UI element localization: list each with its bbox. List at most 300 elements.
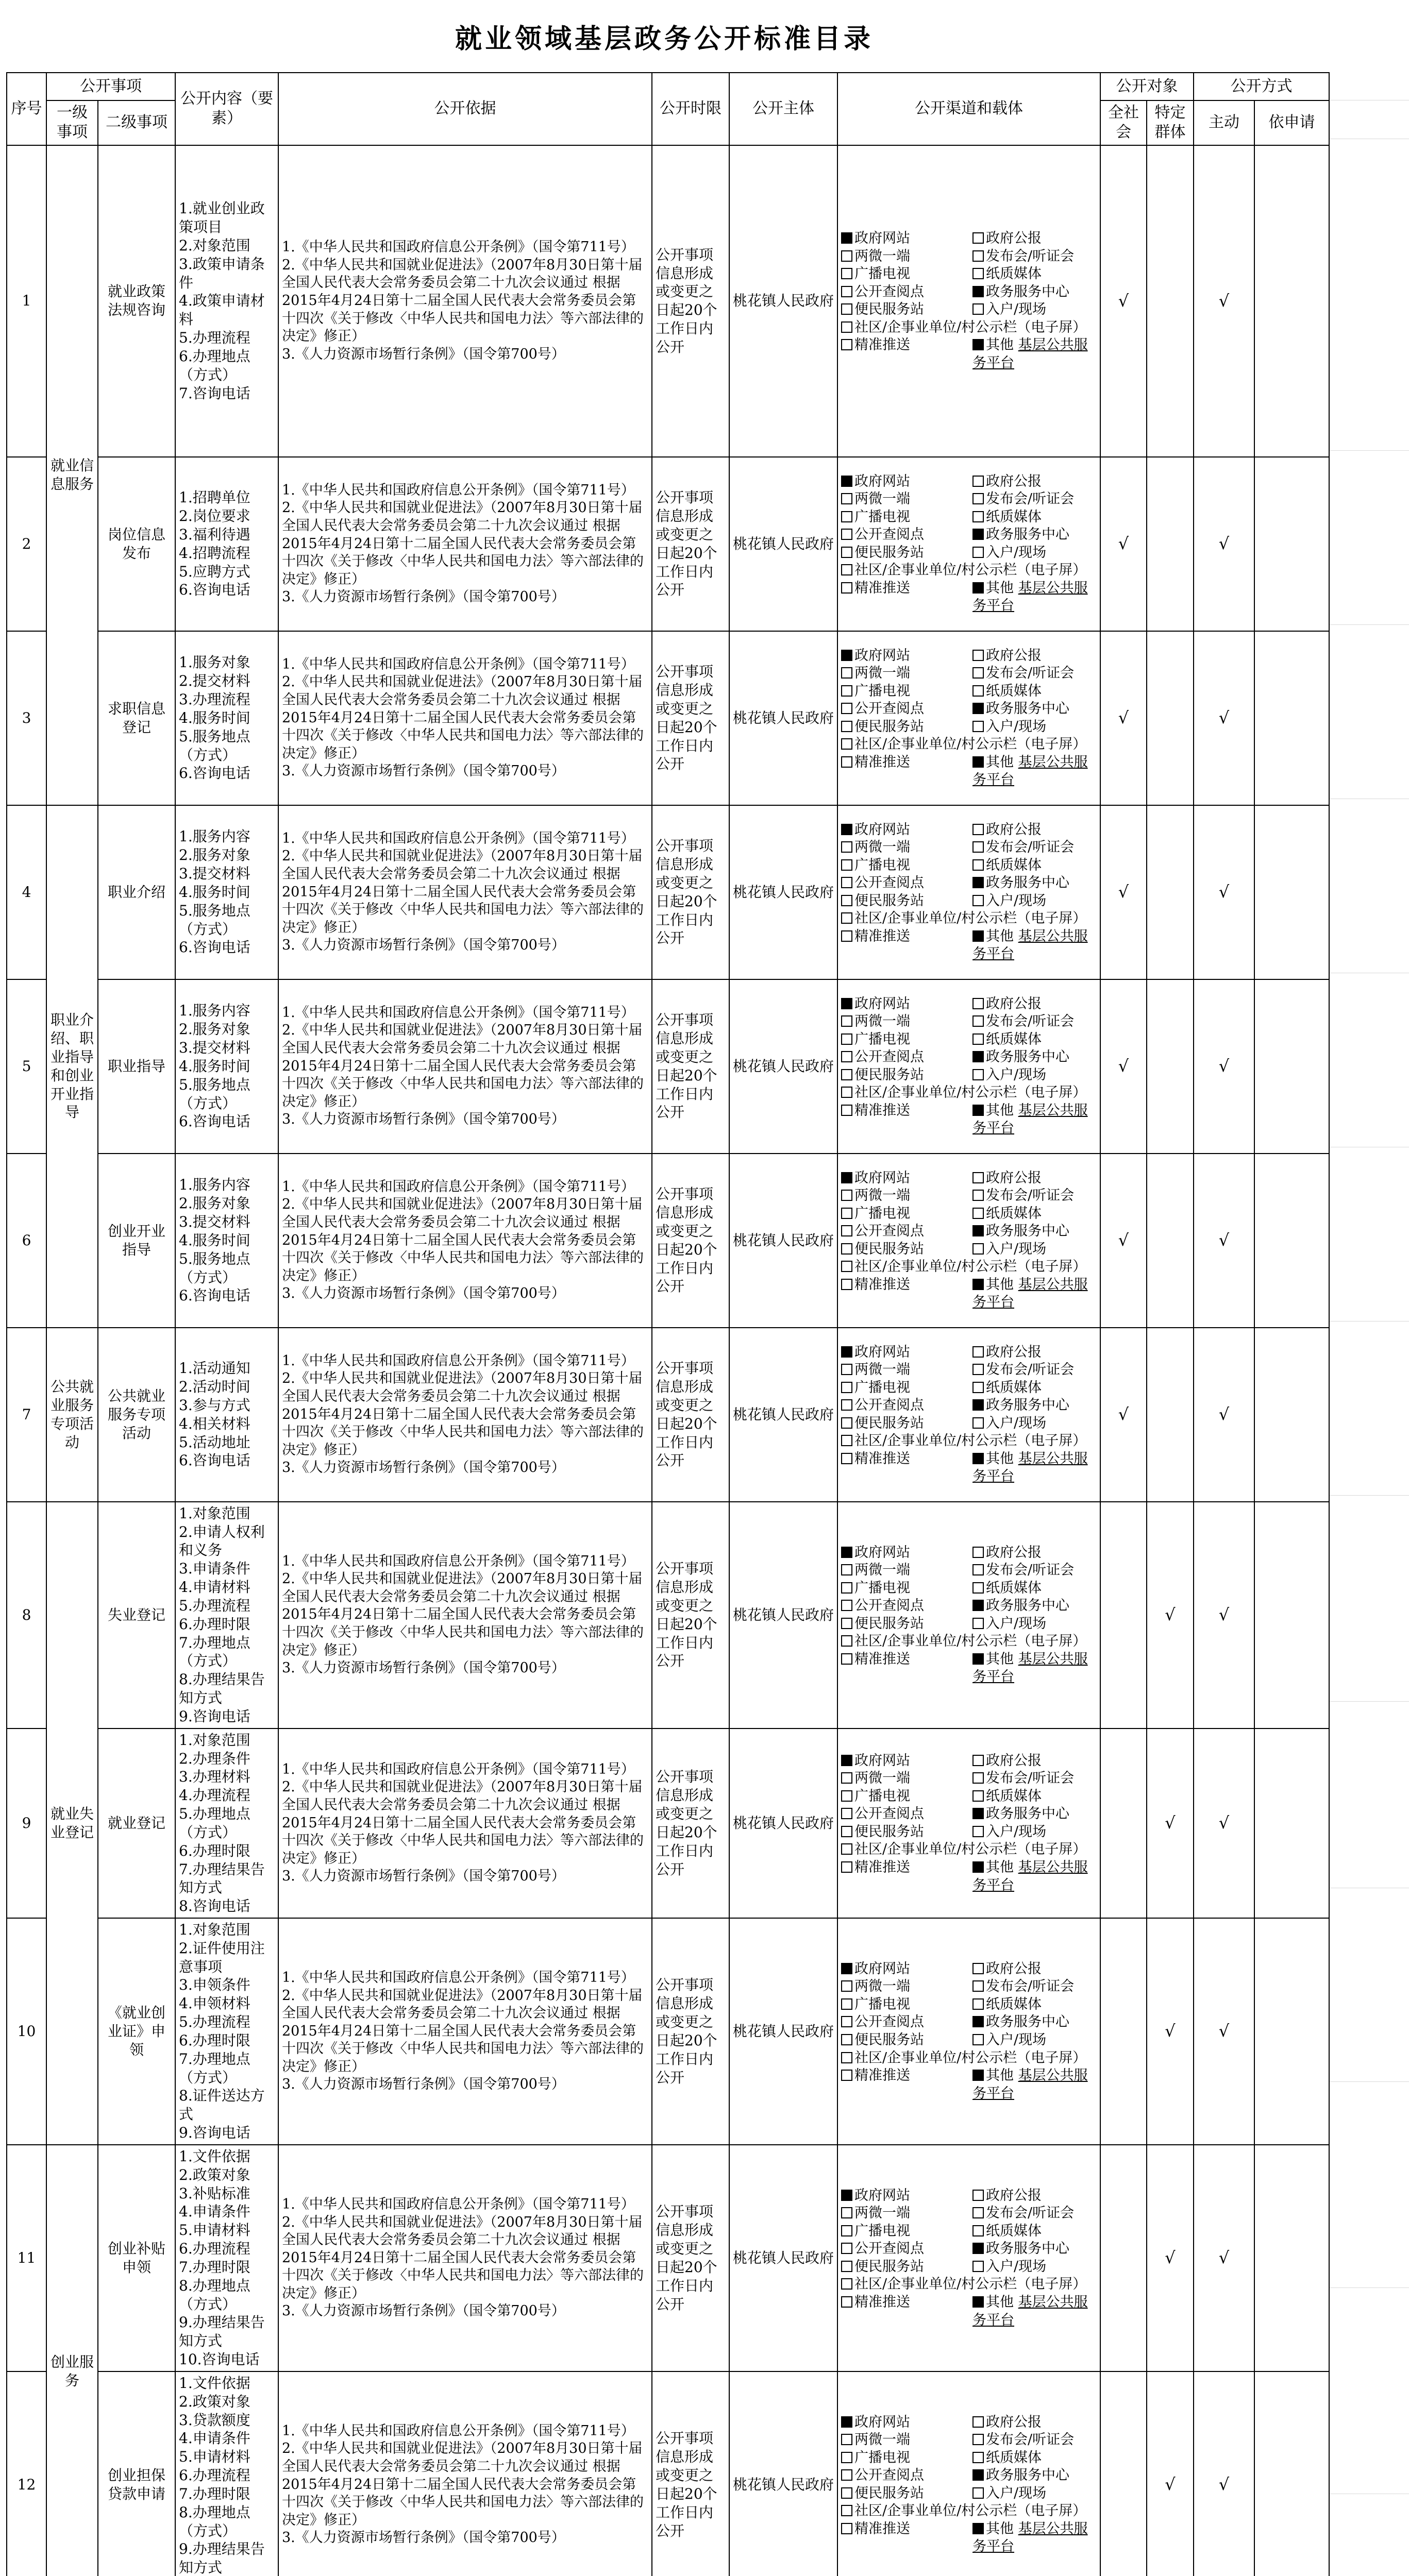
channel-community xyxy=(841,1432,1097,1450)
unchecked-box-icon xyxy=(972,2190,984,2201)
level2-item: 《就业创业证》申领 xyxy=(98,1918,175,2145)
other-platform: 基层公共服务平台 xyxy=(972,928,1088,962)
channel-paper xyxy=(972,683,1097,701)
channel-label: 入户/现场 xyxy=(986,1823,1047,1840)
other-platform: 基层公共服务平台 xyxy=(972,337,1088,371)
content-element: 2.服务对象 xyxy=(179,1195,250,1212)
channel-label: 其他 xyxy=(986,1859,1014,1875)
basis-list xyxy=(282,1553,648,1677)
channel-grid xyxy=(841,2187,1097,2329)
content-element: 3.提交材料 xyxy=(179,1213,250,1231)
channel-press xyxy=(972,1013,1097,1031)
channel-label: 发布会/听证会 xyxy=(986,1978,1075,1995)
channel-label: 广播电视 xyxy=(854,1031,910,1047)
unchecked-box-icon xyxy=(972,2261,984,2272)
channel-label: 入户/现场 xyxy=(986,2258,1047,2275)
unchecked-box-icon xyxy=(972,268,984,279)
unchecked-box-icon xyxy=(841,912,852,924)
channel-service_station xyxy=(841,1615,965,1633)
basis-cell xyxy=(278,1154,652,1328)
channel-broadcast xyxy=(841,683,965,701)
channel-query_point xyxy=(841,1048,965,1066)
other-platform: 基层公共服务平台 xyxy=(972,2067,1088,2102)
content-element: 3.参与方式 xyxy=(179,1396,250,1414)
channel-precise xyxy=(841,1102,965,1138)
content-element: 6.咨询电话 xyxy=(179,581,250,599)
level2-item: 职业指导 xyxy=(98,979,175,1154)
gridline xyxy=(1329,1701,1409,1702)
unchecked-box-icon xyxy=(841,2452,852,2463)
channel-label: 社区/企事业单位/村公示栏（电子屏） xyxy=(854,1633,1087,1650)
content-element: 5.服务地点（方式） xyxy=(179,1250,250,1286)
subject: 桃花镇人民政府 xyxy=(729,1918,837,2145)
channel-other xyxy=(972,928,1097,963)
channel-label: 政府网站 xyxy=(854,1170,910,1186)
unchecked-box-icon xyxy=(841,303,852,315)
content-cell xyxy=(175,1154,278,1328)
checked-box-icon xyxy=(972,1861,984,1873)
unchecked-box-icon xyxy=(972,1346,984,1358)
level2-item: 公共就业服务专项活动 xyxy=(98,1328,175,1502)
checked-box-icon xyxy=(972,1051,984,1062)
checked-box-icon xyxy=(972,1653,984,1665)
channel-two_micro xyxy=(841,2431,965,2449)
content-element: 8.证件送达方式 xyxy=(179,2087,265,2123)
channel-press xyxy=(972,1770,1097,1788)
channel-label: 发布会/听证会 xyxy=(986,1362,1075,1378)
unchecked-box-icon xyxy=(972,1826,984,1837)
channel-label: 精准推送 xyxy=(854,337,910,353)
basis-item: 3.《人力资源市场暂行条例》（国令第700号） xyxy=(282,1285,565,1302)
header-channels: 公开渠道和载体 xyxy=(837,73,1100,145)
checked-box-icon xyxy=(841,476,852,487)
unchecked-box-icon xyxy=(972,1963,984,1974)
content-element: 5.办理流程 xyxy=(179,1597,250,1614)
basis-item: 1.《中华人民共和国政府信息公开条例》（国令第711号） xyxy=(282,1004,635,1021)
content-element: 4.申请材料 xyxy=(179,1579,250,1596)
channel-broadcast xyxy=(841,509,965,527)
content-element: 1.对象范围 xyxy=(179,1921,250,1938)
unchecked-box-icon xyxy=(972,650,984,661)
basis-item: 3.《人力资源市场暂行条例》（国令第700号） xyxy=(282,1460,565,1476)
basis-item: 2.《中华人民共和国就业促进法》（2007年8月30日第十届全国人民代表大会常务委员会第二十九次会议通过 根据2015年4月24日第十二届全国人民代表大会常务委员会第十四次《关于修改〈中华人民共和国电力法〉等六部法律的决定》修正） xyxy=(282,1022,644,1110)
channel-label: 政务服务中心 xyxy=(986,1806,1069,1822)
unchecked-box-icon xyxy=(972,476,984,487)
content-elements xyxy=(179,488,275,599)
unchecked-box-icon xyxy=(841,268,852,279)
unchecked-box-icon xyxy=(841,721,852,732)
channel-label: 发布会/听证会 xyxy=(986,491,1075,507)
header-time: 公开时限 xyxy=(652,73,729,145)
level2-item: 就业政策法规咨询 xyxy=(98,145,175,457)
channel-two_micro xyxy=(841,1361,965,1379)
content-element: 3.补贴标准 xyxy=(179,2184,250,2202)
channel-broadcast xyxy=(841,2449,965,2467)
basis-item: 2.《中华人民共和国就业促进法》（2007年8月30日第十届全国人民代表大会常务委员会第二十九次会议通过 根据2015年4月24日第十二届全国人民代表大会常务委员会第十四次《关于修改〈中华人民共和国电力法〉等六部法律的决定》修正） xyxy=(282,2214,644,2301)
channel-press xyxy=(972,1187,1097,1205)
channel-grid xyxy=(841,1960,1097,2103)
channel-door xyxy=(972,1066,1097,1084)
channel-press xyxy=(972,1978,1097,1996)
content-elements xyxy=(179,1176,275,1305)
channel-website xyxy=(841,1960,965,1978)
basis-list xyxy=(282,1178,648,1303)
unchecked-box-icon xyxy=(841,1435,852,1446)
channel-query_point xyxy=(841,1223,965,1241)
content-element: 4.申请条件 xyxy=(179,2203,250,2221)
channel-door xyxy=(972,301,1097,319)
unchecked-box-icon xyxy=(972,232,984,244)
channel-grid xyxy=(841,995,1097,1138)
unchecked-box-icon xyxy=(972,2434,984,2445)
content-element: 5.服务地点（方式） xyxy=(179,1076,250,1112)
channel-label: 两微一端 xyxy=(854,2432,910,2448)
unchecked-box-icon xyxy=(972,1015,984,1027)
channel-website xyxy=(841,473,965,491)
channel-label: 广播电视 xyxy=(854,2449,910,2466)
channel-query_point xyxy=(841,2467,965,2485)
mode-request-mark xyxy=(1254,2145,1329,2371)
other-platform: 基层公共服务平台 xyxy=(972,580,1088,614)
unchecked-box-icon xyxy=(841,2261,852,2272)
level2-item: 求职信息登记 xyxy=(98,631,175,805)
header-mode: 公开方式 xyxy=(1194,73,1329,100)
unchecked-box-icon xyxy=(972,1364,984,1375)
unchecked-box-icon xyxy=(841,1382,852,1393)
channel-label: 纸质媒体 xyxy=(986,1580,1042,1596)
target-all-mark: √ xyxy=(1100,1328,1147,1502)
basis-item: 2.《中华人民共和国就业促进法》（2007年8月30日第十届全国人民代表大会常务委员会第二十九次会议通过 根据2015年4月24日第十二届全国人民代表大会常务委员会第十四次《关于修改〈中华人民共和国电力法〉等六部法律的决定》修正） xyxy=(282,848,644,936)
unchecked-box-icon xyxy=(972,1069,984,1080)
channel-label: 社区/企事业单位/村公示栏（电子屏） xyxy=(854,1259,1087,1275)
content-element: 1.服务对象 xyxy=(179,654,250,671)
header-level2: 二级事项 xyxy=(98,100,175,145)
channel-label: 发布会/听证会 xyxy=(986,2432,1075,2448)
basis-list xyxy=(282,1352,648,1477)
channel-website xyxy=(841,1752,965,1770)
content-element: 3.贷款额度 xyxy=(179,2411,250,2429)
channel-community xyxy=(841,1258,1097,1276)
channel-community xyxy=(841,2276,1097,2294)
channel-label: 社区/企事业单位/村公示栏（电子屏） xyxy=(854,1084,1087,1101)
channel-website xyxy=(841,230,965,248)
channel-label: 精准推送 xyxy=(854,1102,910,1118)
content-element: 2.办理条件 xyxy=(179,1750,250,1767)
channel-paper xyxy=(972,509,1097,527)
other-platform: 基层公共服务平台 xyxy=(972,754,1088,788)
checked-box-icon xyxy=(972,1225,984,1236)
checked-box-icon xyxy=(972,2523,984,2534)
unchecked-box-icon xyxy=(841,1087,852,1098)
channel-query_point xyxy=(841,1597,965,1615)
channel-label: 社区/企事业单位/村公示栏（电子屏） xyxy=(854,562,1087,579)
channel-grid xyxy=(841,1344,1097,1486)
channel-label: 政务服务中心 xyxy=(986,1223,1069,1240)
subject: 桃花镇人民政府 xyxy=(729,979,837,1154)
content-element: 2.服务对象 xyxy=(179,846,250,864)
table-row xyxy=(7,1918,1329,2145)
target-all-mark: √ xyxy=(1100,631,1147,805)
time-limit: 公开事项信息形成或变更之日起20个工作日内公开 xyxy=(652,805,729,979)
unchecked-box-icon xyxy=(972,2225,984,2236)
channel-service_station xyxy=(841,1066,965,1084)
table-row xyxy=(7,979,1329,1154)
channel-website xyxy=(841,1170,965,1188)
channel-label: 精准推送 xyxy=(854,754,910,770)
table-row xyxy=(7,1154,1329,1328)
channel-label: 发布会/听证会 xyxy=(986,1013,1075,1030)
channel-precise xyxy=(841,2520,965,2556)
channel-door xyxy=(972,1615,1097,1633)
target-special-mark xyxy=(1147,979,1194,1154)
channel-label: 政务服务中心 xyxy=(986,1397,1069,1414)
unchecked-box-icon xyxy=(841,1417,852,1429)
content-element: 4.服务时间 xyxy=(179,883,250,901)
channel-gazette xyxy=(972,2414,1097,2432)
basis-item: 1.《中华人民共和国政府信息公开条例》（国令第711号） xyxy=(282,1761,635,1777)
time-limit: 公开事项信息形成或变更之日起20个工作日内公开 xyxy=(652,1502,729,1728)
checked-box-icon xyxy=(972,2070,984,2081)
target-all-mark xyxy=(1100,2371,1147,2576)
content-element: 7.咨询电话 xyxy=(179,384,250,402)
level1-item: 创业服务 xyxy=(46,2145,98,2576)
channel-two_micro xyxy=(841,1770,965,1788)
content-cell xyxy=(175,2145,278,2371)
basis-list xyxy=(282,482,648,606)
checked-box-icon xyxy=(972,582,984,594)
unchecked-box-icon xyxy=(972,511,984,522)
content-element: 4.申请条件 xyxy=(179,2430,250,2447)
unchecked-box-icon xyxy=(972,1382,984,1393)
channel-broadcast xyxy=(841,1205,965,1223)
channel-paper xyxy=(972,1996,1097,2014)
unchecked-box-icon xyxy=(841,1998,852,2010)
channel-label: 纸质媒体 xyxy=(986,509,1042,525)
channel-query_point xyxy=(841,283,965,301)
channel-label: 纸质媒体 xyxy=(986,1996,1042,2012)
target-all-mark: √ xyxy=(1100,457,1147,631)
content-element: 5.办理地点（方式） xyxy=(179,1805,250,1841)
unchecked-box-icon xyxy=(841,2296,852,2308)
target-special-mark: √ xyxy=(1147,1728,1194,1918)
channel-label: 其他 xyxy=(986,1276,1014,1293)
unchecked-box-icon xyxy=(841,877,852,888)
content-element: 2.提交材料 xyxy=(179,672,250,690)
basis-item: 2.《中华人民共和国就业促进法》（2007年8月30日第十届全国人民代表大会常务委员会第二十九次会议通过 根据2015年4月24日第十二届全国人民代表大会常务委员会第十四次《关于修改〈中华人民共和国电力法〉等六部法律的决定》修正） xyxy=(282,500,644,587)
channel-two_micro xyxy=(841,1978,965,1996)
basis-item: 2.《中华人民共和国就业促进法》（2007年8月30日第十届全国人民代表大会常务委员会第二十九次会议通过 根据2015年4月24日第十二届全国人民代表大会常务委员会第十四次《关于修改〈中华人民共和国电力法〉等六部法律的决定》修正） xyxy=(282,674,644,761)
channel-service_station xyxy=(841,2258,965,2276)
channel-label: 精准推送 xyxy=(854,1450,910,1467)
level2-item: 职业介绍 xyxy=(98,805,175,979)
channels-cell xyxy=(837,631,1100,805)
channel-gazette xyxy=(972,1170,1097,1188)
checked-box-icon xyxy=(972,529,984,540)
content-element: 6.咨询电话 xyxy=(179,765,250,782)
level2-item: 岗位信息发布 xyxy=(98,457,175,631)
other-platform: 基层公共服务平台 xyxy=(972,1102,1088,1137)
channel-label: 便民服务站 xyxy=(854,718,924,735)
unchecked-box-icon xyxy=(972,2416,984,2428)
unchecked-box-icon xyxy=(841,1225,852,1236)
content-element: 7.办理时限 xyxy=(179,2258,250,2276)
channel-label: 政务服务中心 xyxy=(986,1049,1069,1065)
basis-item: 2.《中华人民共和国就业促进法》（2007年8月30日第十届全国人民代表大会常务委员会第二十九次会议通过 根据2015年4月24日第十二届全国人民代表大会常务委员会第十四次《关于修改〈中华人民共和国电力法〉等六部法律的决定》修正） xyxy=(282,1571,644,1658)
channel-label: 政府网站 xyxy=(854,821,910,838)
unchecked-box-icon xyxy=(972,1243,984,1255)
content-element: 2.对象范围 xyxy=(179,236,250,254)
row-seq: 2 xyxy=(7,457,46,631)
channel-label: 便民服务站 xyxy=(854,544,924,561)
subject: 桃花镇人民政府 xyxy=(729,1154,837,1328)
channel-service_center xyxy=(972,700,1097,718)
unchecked-box-icon xyxy=(841,1208,852,1219)
channel-label: 两微一端 xyxy=(854,1013,910,1030)
checked-box-icon xyxy=(972,877,984,888)
time-limit: 公开事项信息形成或变更之日起20个工作日内公开 xyxy=(652,1154,729,1328)
unchecked-box-icon xyxy=(972,824,984,835)
channel-service_center xyxy=(972,526,1097,544)
header-level1: 一级事项 xyxy=(46,100,98,145)
channel-precise xyxy=(841,1276,965,1312)
unchecked-box-icon xyxy=(972,1772,984,1784)
checked-box-icon xyxy=(841,232,852,244)
basis-list xyxy=(282,1761,648,1886)
content-element: 1.服务内容 xyxy=(179,1176,250,1194)
channel-label: 发布会/听证会 xyxy=(986,1770,1075,1787)
channel-label: 两微一端 xyxy=(854,248,910,264)
header-subject: 公开主体 xyxy=(729,73,837,145)
level2-item: 创业补贴申领 xyxy=(98,2145,175,2371)
channel-label: 两微一端 xyxy=(854,839,910,856)
channel-label: 公开查阅点 xyxy=(854,2241,924,2257)
basis-item: 2.《中华人民共和国就业促进法》（2007年8月30日第十届全国人民代表大会常务委员会第二十九次会议通过 根据2015年4月24日第十二届全国人民代表大会常务委员会第十四次《关于修改〈中华人民共和国电力法〉等六部法律的决定》修正） xyxy=(282,257,644,345)
content-element: 5.办理流程 xyxy=(179,2013,250,2031)
basis-item: 3.《人力资源市场暂行条例》（国令第700号） xyxy=(282,2303,565,2319)
unchecked-box-icon xyxy=(841,1069,852,1080)
channel-label: 两微一端 xyxy=(854,1362,910,1378)
channels-cell xyxy=(837,1728,1100,1918)
unchecked-box-icon xyxy=(841,667,852,679)
target-special-mark xyxy=(1147,631,1194,805)
unchecked-box-icon xyxy=(972,1980,984,1992)
unchecked-box-icon xyxy=(841,1600,852,1611)
channel-label: 入户/现场 xyxy=(986,301,1047,318)
basis-list xyxy=(282,1004,648,1129)
channel-service_center xyxy=(972,1223,1097,1241)
target-special-mark xyxy=(1147,1154,1194,1328)
table-row xyxy=(7,457,1329,631)
basis-item: 3.《人力资源市场暂行条例》（国令第700号） xyxy=(282,1868,565,1885)
channels-cell xyxy=(837,145,1100,457)
channel-website xyxy=(841,1344,965,1362)
gridline xyxy=(1329,2287,1409,2288)
channel-label: 政府公报 xyxy=(986,1752,1042,1769)
channel-label: 政府公报 xyxy=(986,230,1042,247)
channel-label: 其他 xyxy=(986,928,1014,944)
channel-press xyxy=(972,839,1097,857)
checked-box-icon xyxy=(972,703,984,714)
content-element: 2.活动时间 xyxy=(179,1378,250,1396)
channel-service_station xyxy=(841,301,965,319)
unchecked-box-icon xyxy=(841,1980,852,1992)
subject: 桃花镇人民政府 xyxy=(729,805,837,979)
unchecked-box-icon xyxy=(841,547,852,558)
channel-label: 便民服务站 xyxy=(854,1823,924,1840)
unchecked-box-icon xyxy=(841,529,852,540)
unchecked-box-icon xyxy=(972,2034,984,2045)
channel-label: 政府网站 xyxy=(854,2187,910,2204)
channel-label: 社区/企事业单位/村公示栏（电子屏） xyxy=(854,736,1087,753)
basis-item: 1.《中华人民共和国政府信息公开条例》（国令第711号） xyxy=(282,830,635,846)
channel-label: 精准推送 xyxy=(854,2294,910,2310)
basis-list xyxy=(282,2196,648,2320)
content-element: 10.咨询电话 xyxy=(179,2351,260,2368)
basis-cell xyxy=(278,979,652,1154)
channel-website xyxy=(841,821,965,839)
channel-label: 便民服务站 xyxy=(854,892,924,909)
channel-label: 便民服务站 xyxy=(854,2485,924,2501)
time-limit: 公开事项信息形成或变更之日起20个工作日内公开 xyxy=(652,1728,729,1918)
channel-query_point xyxy=(841,700,965,718)
channel-label: 便民服务站 xyxy=(854,1241,924,1257)
mode-request-mark xyxy=(1254,805,1329,979)
row-seq: 8 xyxy=(7,1502,46,1728)
channel-label: 社区/企事业单位/村公示栏（电子屏） xyxy=(854,910,1087,927)
unchecked-box-icon xyxy=(841,859,852,871)
content-element: 9.办理结果告知方式 xyxy=(179,2540,265,2576)
table-row xyxy=(7,1502,1329,1728)
unchecked-box-icon xyxy=(841,2523,852,2534)
channel-precise xyxy=(841,2067,965,2103)
unchecked-box-icon xyxy=(972,493,984,504)
header-mode-request: 依申请 xyxy=(1254,100,1329,145)
content-element: 1.文件依据 xyxy=(179,2147,250,2165)
basis-cell xyxy=(278,457,652,631)
channel-label: 其他 xyxy=(986,2520,1014,2537)
unchecked-box-icon xyxy=(841,2487,852,2499)
checked-box-icon xyxy=(841,1172,852,1183)
channel-label: 政府网站 xyxy=(854,1752,910,1769)
checked-box-icon xyxy=(841,998,852,1009)
channel-label: 政府公报 xyxy=(986,1544,1042,1561)
channel-label: 入户/现场 xyxy=(986,1615,1047,1632)
target-special-mark xyxy=(1147,145,1194,457)
channels-cell xyxy=(837,457,1100,631)
sheet-gridlines xyxy=(1329,0,1409,2576)
checked-box-icon xyxy=(972,756,984,768)
channel-label: 公开查阅点 xyxy=(854,283,924,300)
channel-community xyxy=(841,319,1097,337)
channel-broadcast xyxy=(841,265,965,283)
time-limit: 公开事项信息形成或变更之日起20个工作日内公开 xyxy=(652,631,729,805)
content-elements xyxy=(179,1921,275,2142)
channel-other xyxy=(972,1276,1097,1312)
basis-list xyxy=(282,656,648,781)
row-seq: 4 xyxy=(7,805,46,979)
unchecked-box-icon xyxy=(841,1772,852,1784)
channel-other xyxy=(972,754,1097,789)
channel-broadcast xyxy=(841,1788,965,1806)
content-element: 6.办理流程 xyxy=(179,2467,250,2484)
target-all-mark xyxy=(1100,1502,1147,1728)
mode-active-mark: √ xyxy=(1194,2145,1254,2371)
unchecked-box-icon xyxy=(841,321,852,333)
channel-door xyxy=(972,1415,1097,1433)
content-element: 9.咨询电话 xyxy=(179,1707,250,1725)
mode-active-mark: √ xyxy=(1194,457,1254,631)
checked-box-icon xyxy=(972,2243,984,2254)
